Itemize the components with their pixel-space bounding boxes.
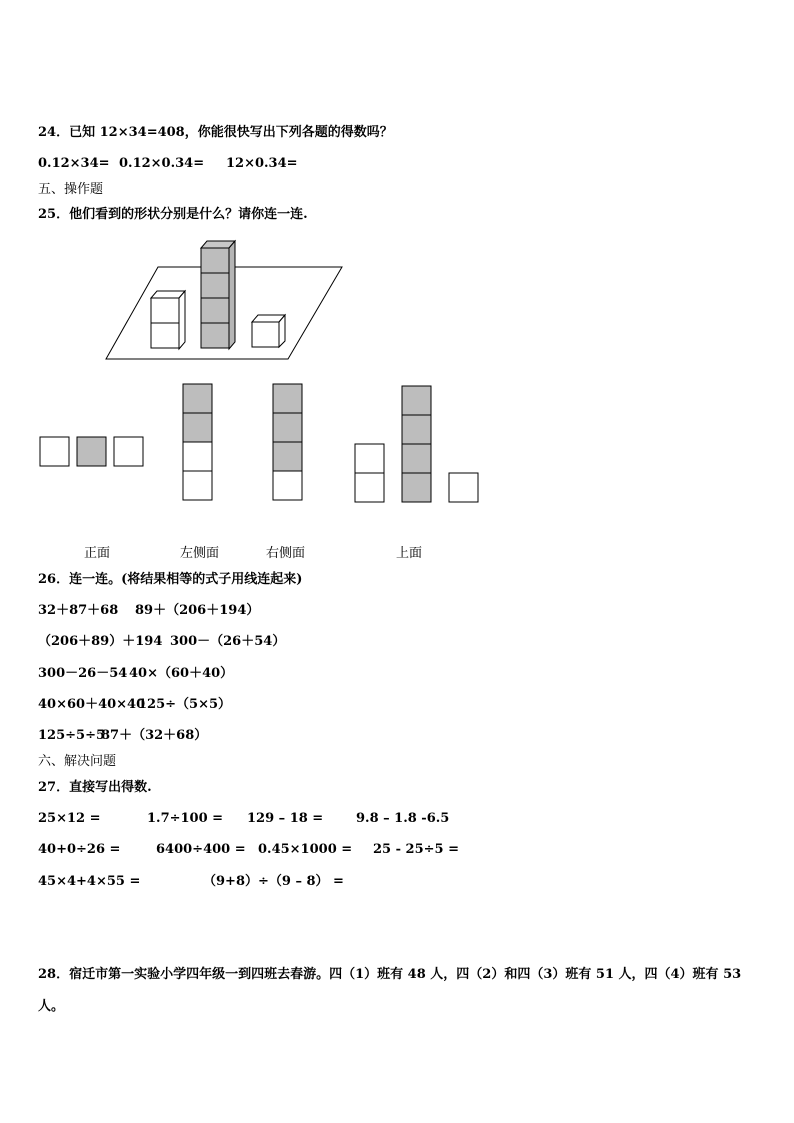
cube-stack-scene xyxy=(106,241,342,359)
cube-views-figure xyxy=(0,230,794,550)
expression: 125÷5÷5 xyxy=(38,728,106,743)
expression: 125÷（5×5） xyxy=(138,697,232,712)
q27-title: 27．直接写出得数. xyxy=(38,780,152,795)
expression: 300－（26＋54） xyxy=(170,634,286,649)
q24-item: 12×0.34= xyxy=(226,156,298,171)
q24-item: 0.12×0.34= xyxy=(119,156,205,171)
view-option-right xyxy=(273,384,302,500)
expression: 25 - 25÷5 = xyxy=(373,842,459,857)
q28-text-line-2: 人。 xyxy=(38,999,65,1014)
q26-row xyxy=(38,603,438,619)
expression: 40×（60＋40） xyxy=(129,666,234,681)
q24-item: 0.12×34= xyxy=(38,156,110,171)
section-6-heading: 六、解决问题 xyxy=(38,754,117,769)
expression: （9+8）÷（9 – 8） = xyxy=(203,874,344,889)
expression: 300－26－54 xyxy=(38,666,128,681)
expression: 6400÷400 = xyxy=(156,842,246,857)
view-option-left xyxy=(183,384,212,500)
expression: 129 – 18 = xyxy=(247,811,324,826)
label-front: 正面 xyxy=(84,546,111,561)
q26-row xyxy=(38,666,438,682)
view-option-top xyxy=(355,386,478,502)
q28-text-line-1: 28．宿迁市第一实验小学四年级一到四班去春游。四（1）班有 48 人，四（2）和四（3）班有 51 人，四（4）班有 53 xyxy=(38,967,742,982)
expression: 87＋（32＋68） xyxy=(101,728,208,743)
expression: 45×4+4×55 = xyxy=(38,874,141,889)
q26-row xyxy=(38,634,438,650)
q24-items xyxy=(38,156,438,172)
label-right-side: 右侧面 xyxy=(266,546,306,561)
expression: 1.7÷100 = xyxy=(147,811,224,826)
section-5-heading: 五、操作题 xyxy=(38,182,104,197)
q26-row xyxy=(38,728,438,744)
expression: 40×60＋40×40 xyxy=(38,697,146,712)
expression: 89＋（206＋194） xyxy=(135,603,260,618)
q26-title: 26．连一连。(将结果相等的式子用线连起来) xyxy=(38,572,303,587)
expression: 9.8 – 1.8 -6.5 xyxy=(356,811,450,826)
q24-title: 24．已知 12×34=408，你能很快写出下列各题的得数吗？ xyxy=(38,125,393,140)
label-top: 上面 xyxy=(396,546,423,561)
label-left-side: 左侧面 xyxy=(180,546,220,561)
view-option-front xyxy=(40,437,143,466)
expression: 40+0÷26 = xyxy=(38,842,121,857)
expression: （206＋89）＋194 xyxy=(38,634,163,649)
q25-title: 25．他们看到的形状分别是什么？请你连一连. xyxy=(38,207,308,222)
expression: 25×12 = xyxy=(38,811,101,826)
expression: 32＋87＋68 xyxy=(38,603,119,618)
q27-row xyxy=(38,811,558,827)
q26-row xyxy=(38,697,438,713)
q27-row xyxy=(38,874,558,890)
q27-row xyxy=(38,842,558,858)
expression: 0.45×1000 = xyxy=(258,842,353,857)
